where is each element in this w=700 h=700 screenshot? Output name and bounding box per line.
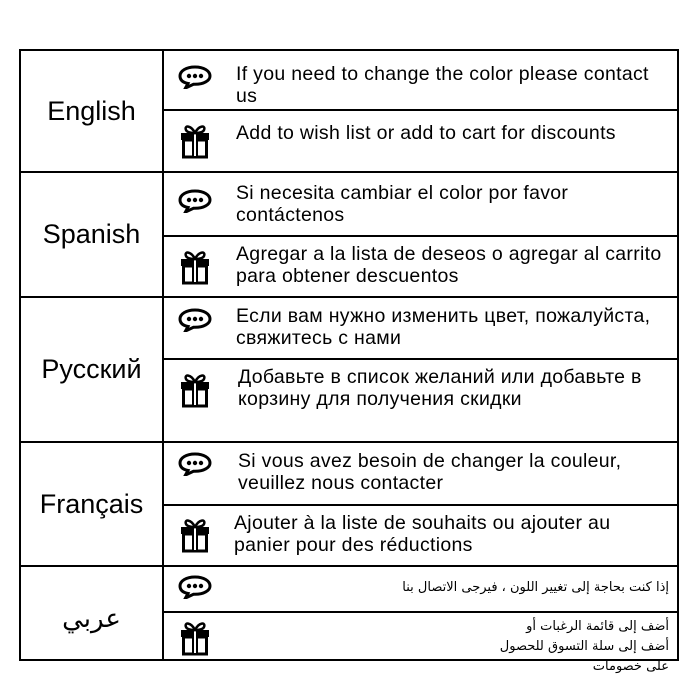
gift-icon <box>178 370 212 408</box>
color-message-text: Если вам нужно изменить цвет, пожалуйста, свяжитесь с нами <box>236 305 651 349</box>
color-message-row <box>164 567 677 612</box>
language-group-spanish <box>21 173 677 298</box>
speech-bubble-icon <box>178 65 212 89</box>
language-group-french <box>21 443 677 567</box>
gift-icon <box>178 515 212 553</box>
color-message-row <box>164 298 677 358</box>
language-label: Français <box>21 443 164 565</box>
wishlist-message-row <box>164 504 677 565</box>
speech-bubble-icon <box>178 189 212 213</box>
color-message-row <box>164 51 677 110</box>
wishlist-message-text: Добавьте в список желаний или добавьте в корзину для получения скидки <box>238 366 642 410</box>
wishlist-message-text: Ajouter à la liste de souhaits ou ajouter au panier pour des réductions <box>234 512 611 556</box>
gift-icon <box>178 121 212 159</box>
wishlist-message-row <box>164 235 677 296</box>
language-label: English <box>21 51 164 171</box>
color-message-text: If you need to change the color please contact us <box>236 63 649 107</box>
color-message-row <box>164 173 677 235</box>
language-table <box>19 49 679 674</box>
wishlist-message-text: أضف إلى قائمة الرغبات أو أضف إلى سلة التسوق للحصول على خصومات <box>499 619 669 674</box>
color-message-text: Si vous avez besoin de changer la couleur, veuillez nous contacter <box>238 450 622 494</box>
color-message-text: إذا كنت بحاجة إلى تغيير اللون ، فيرجى الاتصال بنا <box>402 580 669 595</box>
wishlist-message-row <box>164 358 677 441</box>
color-message-text: Si necesita cambiar el color por favor contáctenos <box>236 182 569 226</box>
gift-icon <box>178 247 212 285</box>
language-label: عربي <box>21 567 164 661</box>
speech-bubble-icon <box>178 452 212 476</box>
language-group-english <box>21 51 677 173</box>
color-message-row <box>164 443 677 505</box>
language-group-arabic <box>21 567 677 674</box>
wishlist-message-text: Agregar a la lista de deseos o agregar al carrito para obtener descuentos <box>236 243 662 287</box>
speech-bubble-icon <box>178 575 212 599</box>
wishlist-message-text: Add to wish list or add to cart for discounts <box>236 122 616 144</box>
wishlist-message-row <box>164 611 677 674</box>
wishlist-message-row <box>164 109 677 171</box>
gift-icon <box>178 618 212 656</box>
language-group-russian <box>21 298 677 443</box>
language-label: Русский <box>21 298 164 441</box>
speech-bubble-icon <box>178 308 212 332</box>
language-label: Spanish <box>21 173 164 296</box>
